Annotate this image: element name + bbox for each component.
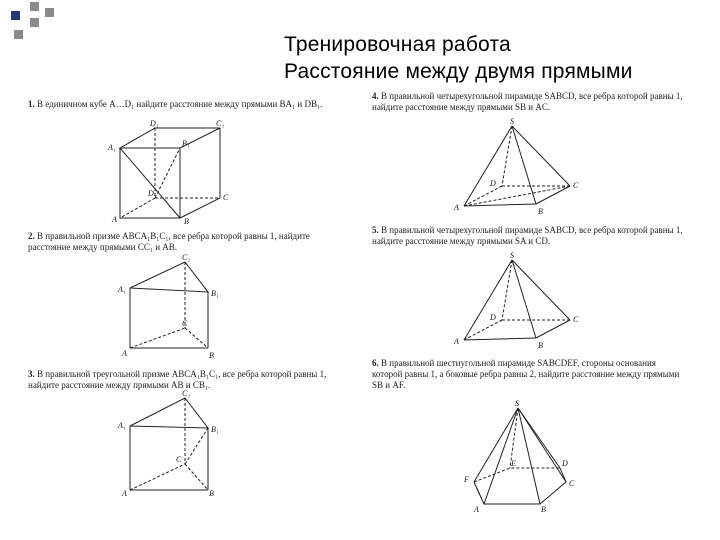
base-hidden-edges — [474, 468, 560, 482]
slide-title-line-1: Тренировочная работа — [284, 33, 511, 56]
pyramid-edge-sd — [518, 408, 560, 468]
prism-top-face — [130, 262, 208, 292]
prism-hidden-edge — [130, 328, 185, 348]
vertex-label: C — [176, 455, 182, 464]
vertex-label: B — [538, 207, 543, 216]
figure-cube — [100, 118, 250, 230]
vertex-label: C₁ — [182, 253, 191, 262]
cube-top-face — [120, 128, 220, 148]
deco-square — [30, 2, 39, 11]
deco-square — [11, 11, 20, 20]
pyramid-edge-sc — [512, 126, 570, 186]
vertex-label: C₁ — [182, 389, 191, 398]
vertex-label: D — [148, 189, 154, 198]
vertex-label: B₁ — [211, 425, 219, 434]
problem-number: 2. — [28, 231, 35, 241]
vertex-label: B — [209, 489, 214, 498]
vertex-label: B — [538, 341, 543, 350]
problem-text: В правильной призме ABCA₁B₁C₁, все ребра которой равны 1, найдите расстояние между прямыми CC₁ и AB. — [28, 231, 310, 252]
prism-hidden-edge — [185, 328, 208, 348]
base-edge — [464, 338, 536, 340]
figure-pyramid-4 — [450, 118, 590, 218]
vertex-label: E — [511, 459, 516, 468]
problem-5 — [372, 225, 684, 247]
problem-3 — [28, 369, 346, 391]
vertex-label: A — [454, 337, 459, 346]
vertex-label: C — [573, 315, 579, 324]
problem-2 — [28, 231, 346, 253]
problem-text: В правильной четырехугольной пирамиде SABCD, все ребра которой равны 1, найдите расстояние между прямыми SA и CD. — [372, 225, 683, 246]
problem-4 — [372, 91, 684, 113]
vertex-label: S — [515, 399, 519, 408]
figure-prism-3 — [110, 390, 220, 500]
vertex-label: C — [182, 319, 188, 328]
vertex-label: D — [562, 459, 568, 468]
diagonal-db1 — [155, 148, 180, 198]
problem-text: В правильной шестиугольной пирамиде SABCDEF, стороны основания которой равны 1, а боковые ребра равны 2, найдите расстояние между прямыми SB и AF. — [372, 358, 680, 390]
problem-6 — [372, 358, 684, 391]
vertex-label: D — [490, 313, 496, 322]
segment-cb1 — [185, 428, 208, 464]
vertex-label: A — [454, 203, 459, 212]
deco-square — [30, 18, 39, 27]
vertex-label: A — [112, 215, 117, 224]
deco-square — [45, 8, 54, 17]
problem-number: 3. — [28, 369, 35, 379]
vertex-label: A₁ — [108, 143, 116, 152]
vertex-label: A₁ — [118, 285, 126, 294]
pyramid-edge-sc — [512, 260, 570, 320]
vertex-label: B — [541, 505, 546, 514]
prism-hidden-edge — [130, 464, 185, 490]
vertex-label: C — [569, 479, 575, 488]
vertex-label: F — [464, 475, 469, 484]
base-visible-edges — [474, 468, 566, 504]
vertex-label: B₁ — [182, 139, 190, 148]
cube-hidden-edge — [120, 198, 155, 218]
pyramid-edge-sb — [518, 408, 540, 504]
vertex-label: B — [184, 217, 189, 226]
vertex-label: C — [573, 181, 579, 190]
diagonal-ba1 — [120, 148, 180, 218]
slide-title-line-2: Расстояние между двумя прямыми — [284, 60, 633, 83]
vertex-label: D — [490, 179, 496, 188]
vertex-label: C — [223, 193, 229, 202]
vertex-label: B — [209, 351, 214, 360]
vertex-label: S — [510, 117, 514, 126]
prism-top-face — [130, 398, 208, 428]
vertex-label: A — [474, 505, 479, 514]
problem-1 — [28, 99, 346, 110]
vertex-label: S — [510, 251, 514, 260]
problem-number: 1. — [28, 99, 35, 109]
vertex-label: B₁ — [211, 289, 219, 298]
problem-number: 5. — [372, 225, 379, 235]
pyramid-edge-sa — [464, 260, 512, 340]
problem-text: В правильной треугольной призме ABCA₁B₁C₁, все ребра которой равны 1, найдите расстояние между прямыми AB и CB₁. — [28, 369, 327, 390]
vertex-label: A — [122, 349, 127, 358]
vertex-label: C₁ — [216, 119, 225, 128]
base-edge — [536, 320, 570, 338]
problem-number: 4. — [372, 91, 379, 101]
vertex-label: A — [122, 489, 127, 498]
pyramid-edge-sa — [464, 126, 512, 206]
prism-hidden-edge — [185, 464, 208, 490]
figure-pyramid-6 — [462, 400, 592, 515]
figure-prism-2 — [110, 252, 220, 362]
figure-pyramid-5 — [450, 252, 590, 352]
problem-number: 6. — [372, 358, 379, 368]
problem-text: В единичном кубе A…D₁ найдите расстояние между прямыми BA₁ и DB₁. — [37, 99, 323, 109]
vertex-label: A₁ — [118, 421, 126, 430]
vertex-label: D₁ — [150, 119, 159, 128]
problem-text: В правильной четырехугольной пирамиде SABCD, все ребра которой равны 1, найдите расстояние между прямыми SB и AC. — [372, 91, 683, 112]
deco-square — [14, 30, 23, 39]
diagonal-ac — [464, 186, 570, 206]
